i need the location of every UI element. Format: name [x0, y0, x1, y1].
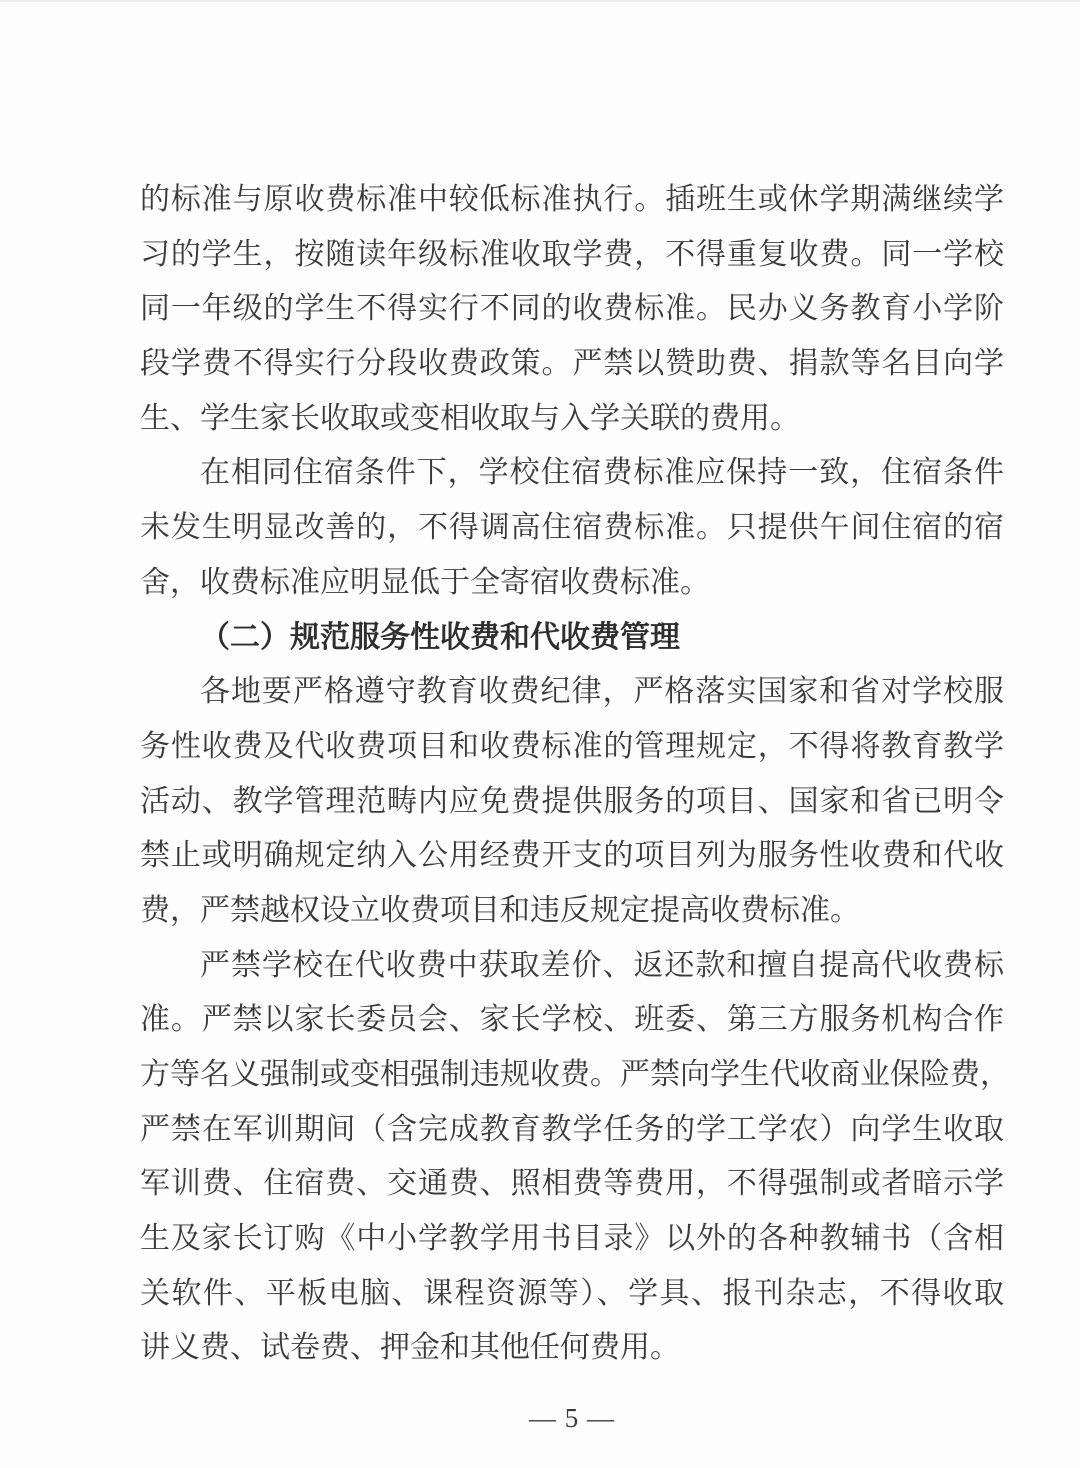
text-line: 未发生明显改善的，不得调高住宿费标准。只提供午间住宿的宿 [140, 511, 1004, 545]
text-line: 同一年级的学生不得实行不同的收费标准。民办义务教育小学阶 [140, 292, 1004, 326]
text-line: （二）规范服务性收费和代收费管理 [200, 620, 680, 654]
text-line: 生、学生家长收取或变相收取与入学关联的费用。 [140, 401, 800, 435]
text-line: 费，严禁越权设立收费项目和违反规定提高收费标准。 [140, 893, 860, 927]
text-line: 生及家长订购《中小学教学用书目录》以外的各种教辅书（含相 [140, 1222, 1004, 1256]
text-line: 舍，收费标准应明显低于全寄宿收费标准。 [140, 565, 710, 599]
text-line: 务性收费及代收费项目和收费标准的管理规定，不得将教育教学 [140, 729, 1004, 763]
text-line: 各地要严格遵守教育收费纪律，严格落实国家和省对学校服 [200, 675, 1004, 709]
text-line: 习的学生，按随读年级标准收取学费，不得重复收费。同一学校 [140, 237, 1004, 271]
document-body [140, 173, 1010, 1376]
page-footer [140, 1398, 1004, 1438]
text-line: 讲义费、试卷费、押金和其他任何费用。 [140, 1331, 680, 1365]
paragraph [140, 446, 1004, 610]
text-line: 活动、教学管理范畴内应免费提供服务的项目、国家和省已明令 [140, 784, 1004, 818]
text-line: 在相同住宿条件下，学校住宿费标准应保持一致，住宿条件 [200, 456, 1004, 490]
page-number: — 5 — [529, 1403, 615, 1433]
text-line: 严禁在军训期间（含完成教育教学任务的学工学农）向学生收取 [140, 1112, 1004, 1146]
text-line: 关软件、平板电脑、课程资源等）、学具、报刊杂志，不得收取 [140, 1276, 1004, 1310]
text-line: 方等名义强制或变相强制违规收费。严禁向学生代收商业保险费， [140, 1058, 1010, 1091]
paragraph [140, 173, 1004, 446]
paragraph [140, 939, 1010, 1377]
text-line: 的标准与原收费标准中较低标准执行。插班生或休学期满继续学 [140, 183, 1004, 216]
section-heading [140, 611, 1004, 666]
text-line: 禁止或明确规定纳入公用经费开支的项目列为服务性收费和代收 [140, 839, 1004, 873]
paragraph [140, 665, 1004, 938]
text-line: 准。严禁以家长委员会、家长学校、班委、第三方服务机构合作 [140, 1003, 1004, 1037]
text-line: 严禁学校在代收费中获取差价、返还款和擅自提高代收费标 [200, 948, 1004, 982]
text-line: 段学费不得实行分段收费政策。严禁以赞助费、捐款等名目向学 [140, 347, 1004, 381]
text-line: 军训费、住宿费、交通费、照相费等费用，不得强制或者暗示学 [140, 1167, 1004, 1201]
scan-edge-artifact [0, 0, 1080, 2]
